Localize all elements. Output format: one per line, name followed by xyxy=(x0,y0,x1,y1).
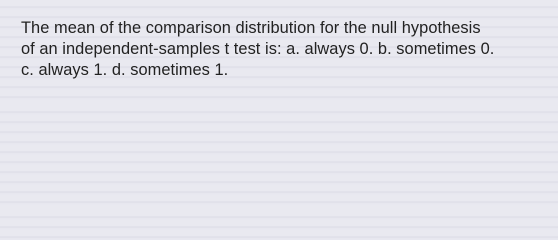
question-line-3: c. always 1. d. sometimes 1. xyxy=(21,61,229,79)
question-text xyxy=(21,18,542,81)
question-card xyxy=(0,0,558,105)
question-line-1: The mean of the comparison distribution for the null hypothesis xyxy=(21,19,481,37)
question-line-2: of an independent-samples t test is: a. always 0. b. sometimes 0. xyxy=(21,40,495,58)
